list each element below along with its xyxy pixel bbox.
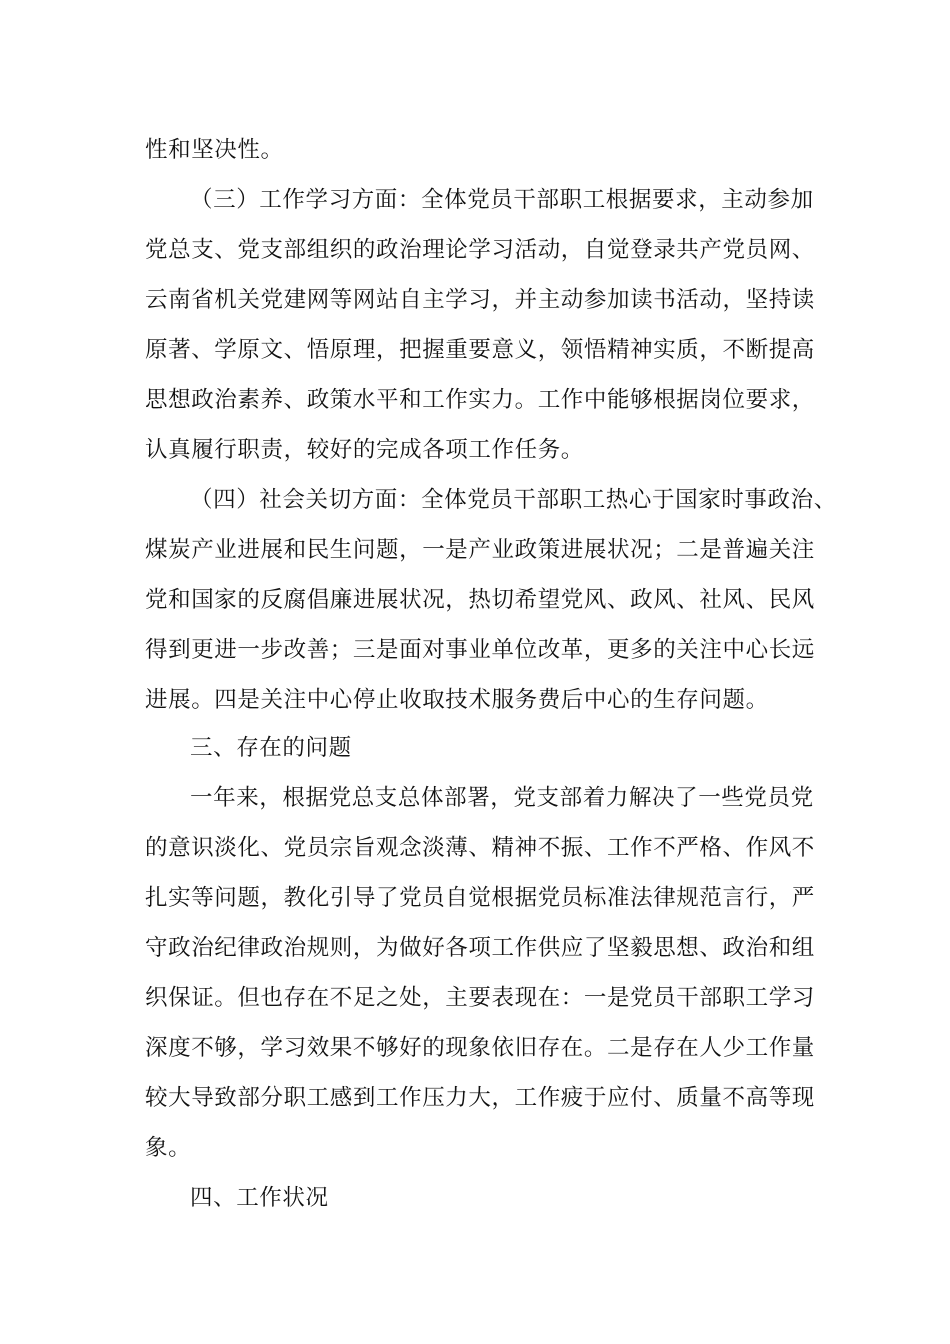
text-line: 党总支、党支部组织的政治理论学习活动，自觉登录共产党员网、 xyxy=(145,237,815,263)
text-line: 进展。四是关注中心停止收取技术服务费后中心的生存问题。 xyxy=(145,687,769,713)
text-line: 的意识淡化、党员宗旨观念淡薄、精神不振、工作不严格、作风不 xyxy=(145,835,815,861)
section-heading: 三、存在的问题 xyxy=(190,735,352,761)
text-line: 原著、学原文、悟原理，把握重要意义，领悟精神实质，不断提高 xyxy=(145,337,815,363)
text-line: 党和国家的反腐倡廉进展状况，热切希望党风、政风、社风、民风 xyxy=(145,587,815,613)
text-line: 云南省机关党建网等网站自主学习，并主动参加读书活动，坚持读 xyxy=(145,287,815,313)
text-line: 守政治纪律政治规则，为做好各项工作供应了坚毅思想、政治和组 xyxy=(145,935,815,961)
text-line: 深度不够，学习效果不够好的现象依旧存在。二是存在人少工作量 xyxy=(145,1035,815,1061)
text-line: 煤炭产业进展和民生问题，一是产业政策进展状况；二是普遍关注 xyxy=(145,537,815,563)
text-line: 认真履行职责，较好的完成各项工作任务。 xyxy=(145,437,584,463)
text-line: 性和坚决性。 xyxy=(145,137,284,163)
text-line: 织保证。但也存在不足之处，主要表现在：一是党员干部职工学习 xyxy=(145,985,815,1011)
text-line: 得到更进一步改善；三是面对事业单位改革，更多的关注中心长远 xyxy=(145,637,815,663)
text-line: 思想政治素养、政策水平和工作实力。工作中能够根据岗位要求， xyxy=(145,387,815,413)
text-line: 扎实等问题，教化引导了党员自觉根据党员标准法律规范言行，严 xyxy=(145,885,815,911)
text-line: 较大导致部分职工感到工作压力大，工作疲于应付、质量不高等现 xyxy=(145,1085,815,1111)
section-heading: 四、工作状况 xyxy=(190,1185,329,1211)
text-line: 象。 xyxy=(145,1135,192,1161)
paragraph-first-line: （三）工作学习方面：全体党员干部职工根据要求，主动参加 xyxy=(190,187,814,213)
paragraph-first-line: 一年来，根据党总支总体部署，党支部着力解决了一些党员党 xyxy=(190,785,814,811)
paragraph-first-line: （四）社会关切方面：全体党员干部职工热心于国家时事政治、 xyxy=(190,487,837,513)
